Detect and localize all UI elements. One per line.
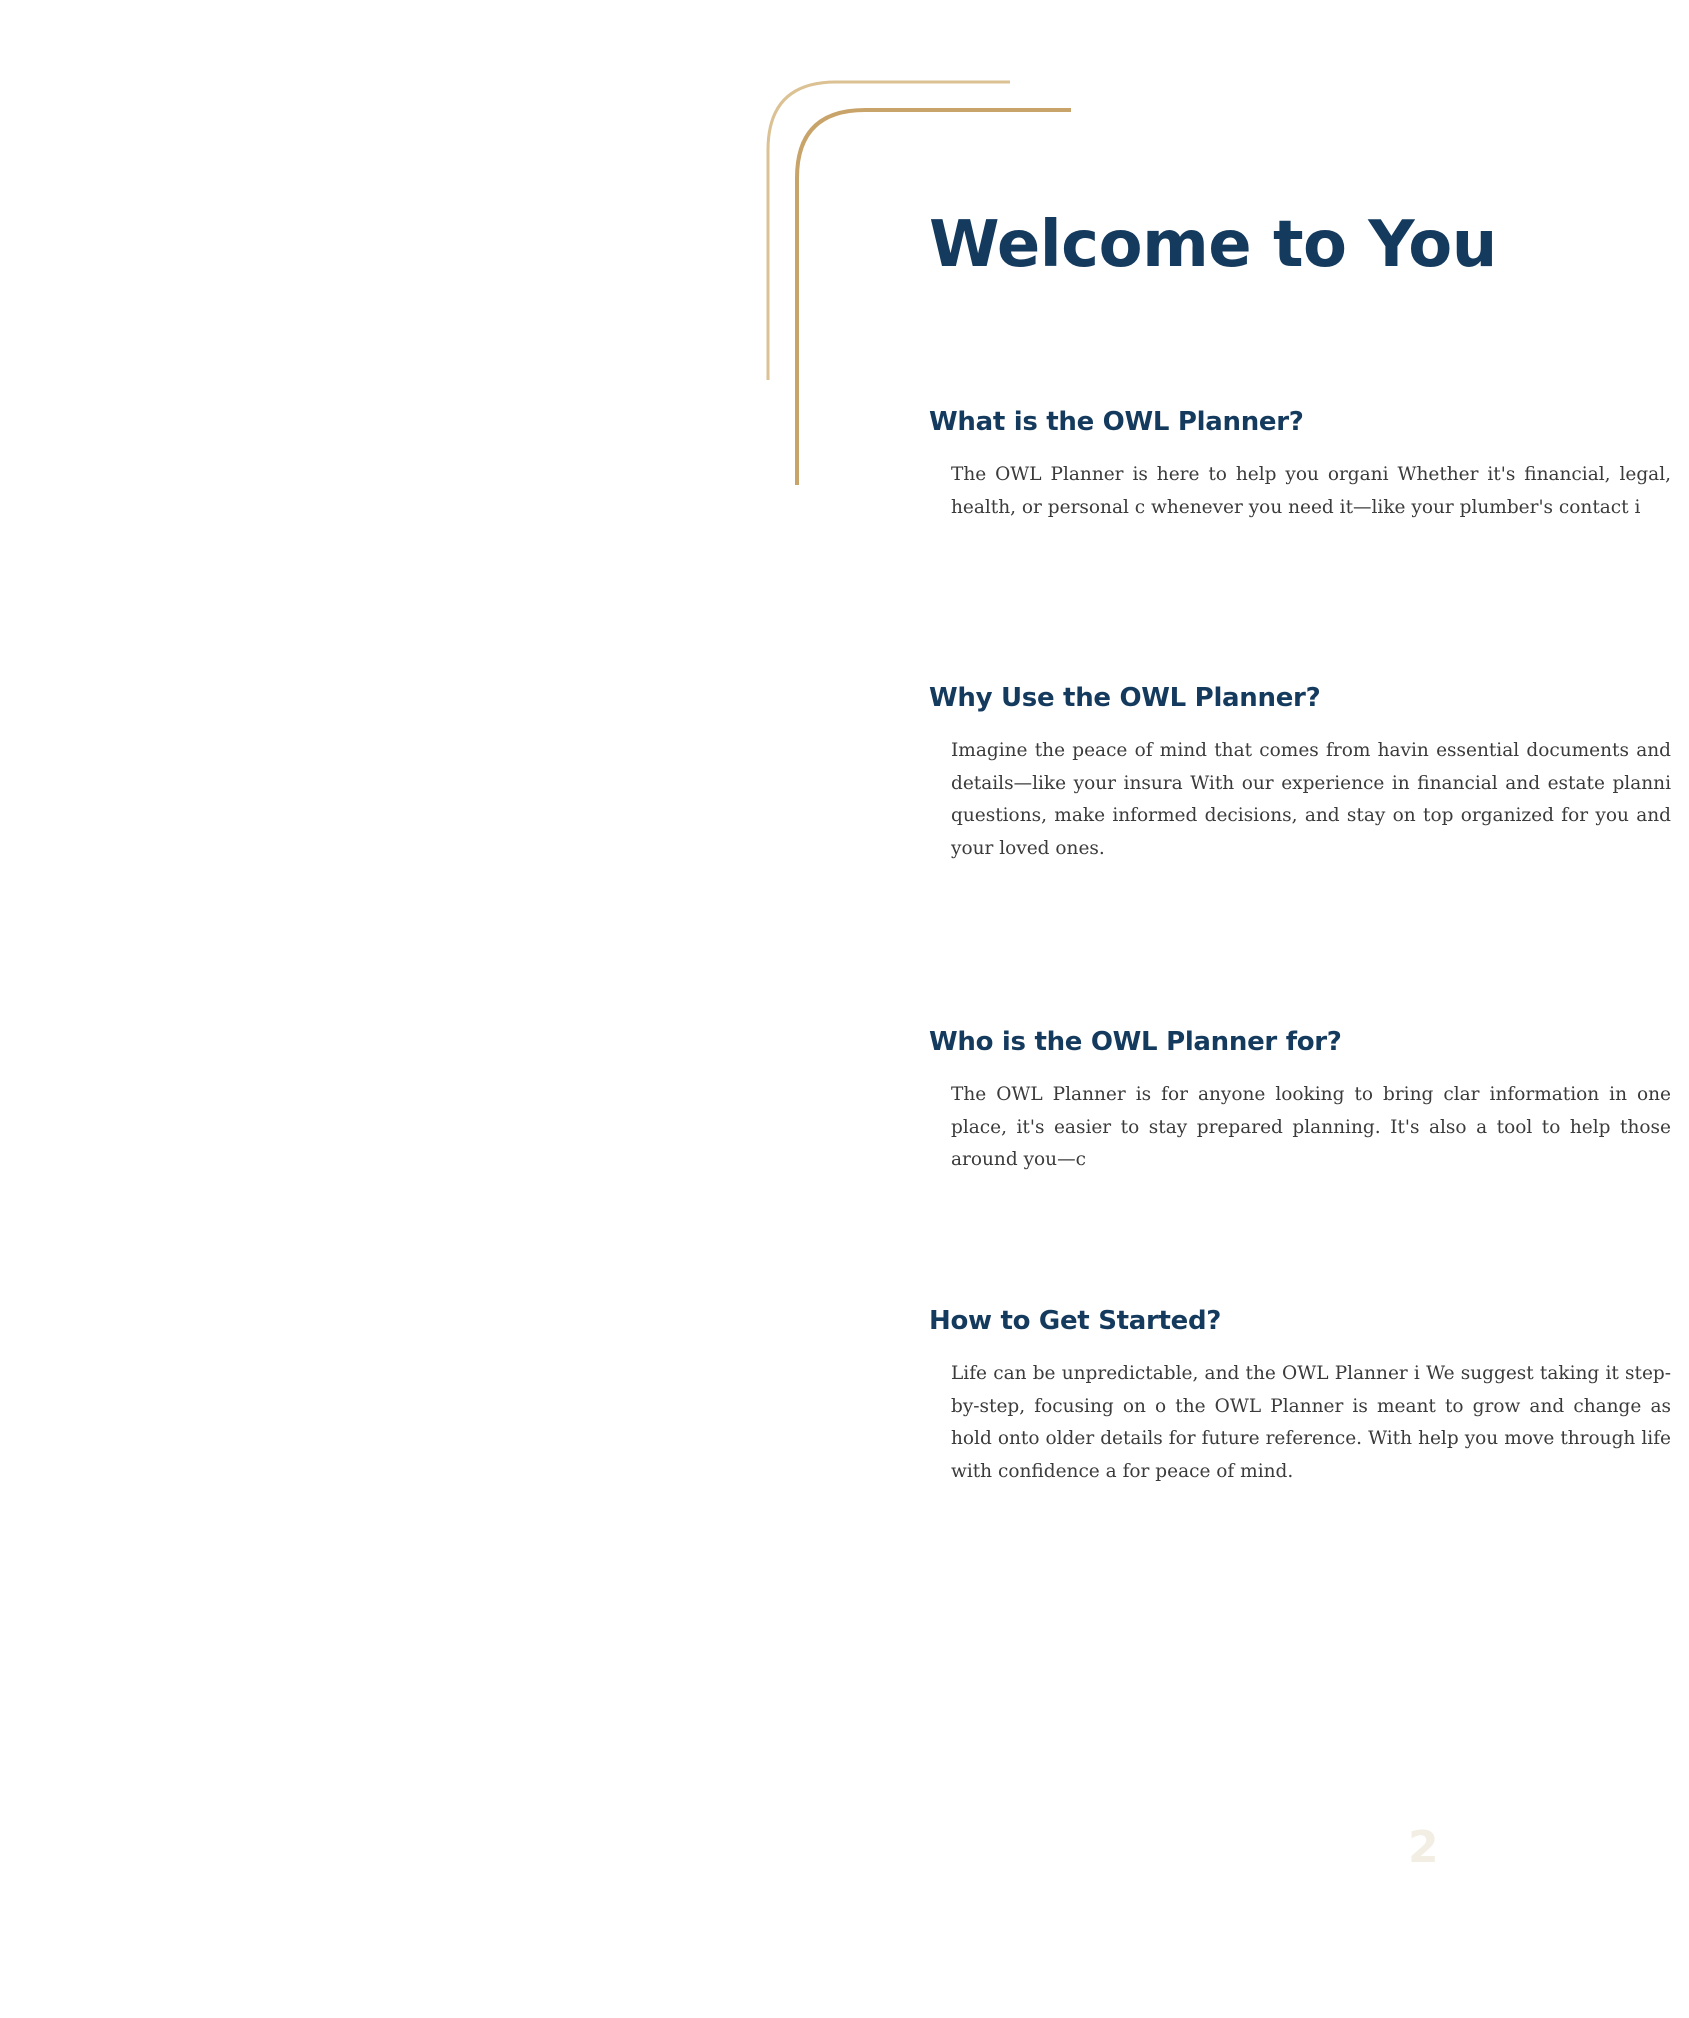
body-line: Imagine the peace of mind that comes from havin — [951, 740, 1429, 761]
section-get-started — [929, 1306, 1689, 1488]
body-line: hold onto older details for future reference. With — [951, 1428, 1413, 1450]
body-line: questions, make informed decisions, and stay on top — [951, 805, 1454, 827]
body-line: organized for you and your loved ones. — [951, 805, 1671, 859]
section-body — [951, 1358, 1671, 1488]
page-title: Welcome to You — [929, 208, 1497, 282]
body-line: help you move through life with confidence a — [951, 1428, 1671, 1482]
body-line: planning. It's also a tool to help those around you—c — [951, 1116, 1671, 1171]
body-line: the OWL Planner is meant to grow and change as — [1175, 1395, 1671, 1417]
section-heading: Why Use the OWL Planner? — [929, 683, 1321, 713]
body-line: The OWL Planner is here to help you organi — [951, 464, 1389, 485]
section-what-is — [929, 407, 1689, 524]
section-body — [951, 735, 1671, 865]
section-body — [951, 459, 1671, 524]
body-line: With our experience in financial and estate planni — [1190, 772, 1671, 794]
section-heading: Who is the OWL Planner for? — [929, 1027, 1342, 1057]
body-line: information in one place, it's easier to stay prepared — [951, 1084, 1672, 1138]
section-heading: What is the OWL Planner? — [929, 407, 1304, 437]
section-why-use — [929, 683, 1689, 865]
body-line: whenever you need it—like your plumber's contact i — [1151, 496, 1641, 518]
body-line: We suggest taking it step-by-step, focusing on o — [951, 1363, 1671, 1417]
section-who-for — [929, 1027, 1689, 1177]
body-line: Life can be unpredictable, and the OWL Planner i — [951, 1363, 1420, 1384]
body-line: Whether it's financial, legal, health, or personal c — [951, 464, 1671, 518]
page-number: 2 — [1408, 1822, 1439, 1873]
body-line: The OWL Planner is for anyone looking to bring clar — [951, 1084, 1480, 1105]
body-line: essential documents and details—like your insura — [951, 740, 1671, 794]
section-heading: How to Get Started? — [929, 1306, 1222, 1336]
section-body — [951, 1079, 1671, 1177]
body-line: for peace of mind. — [1122, 1460, 1294, 1482]
